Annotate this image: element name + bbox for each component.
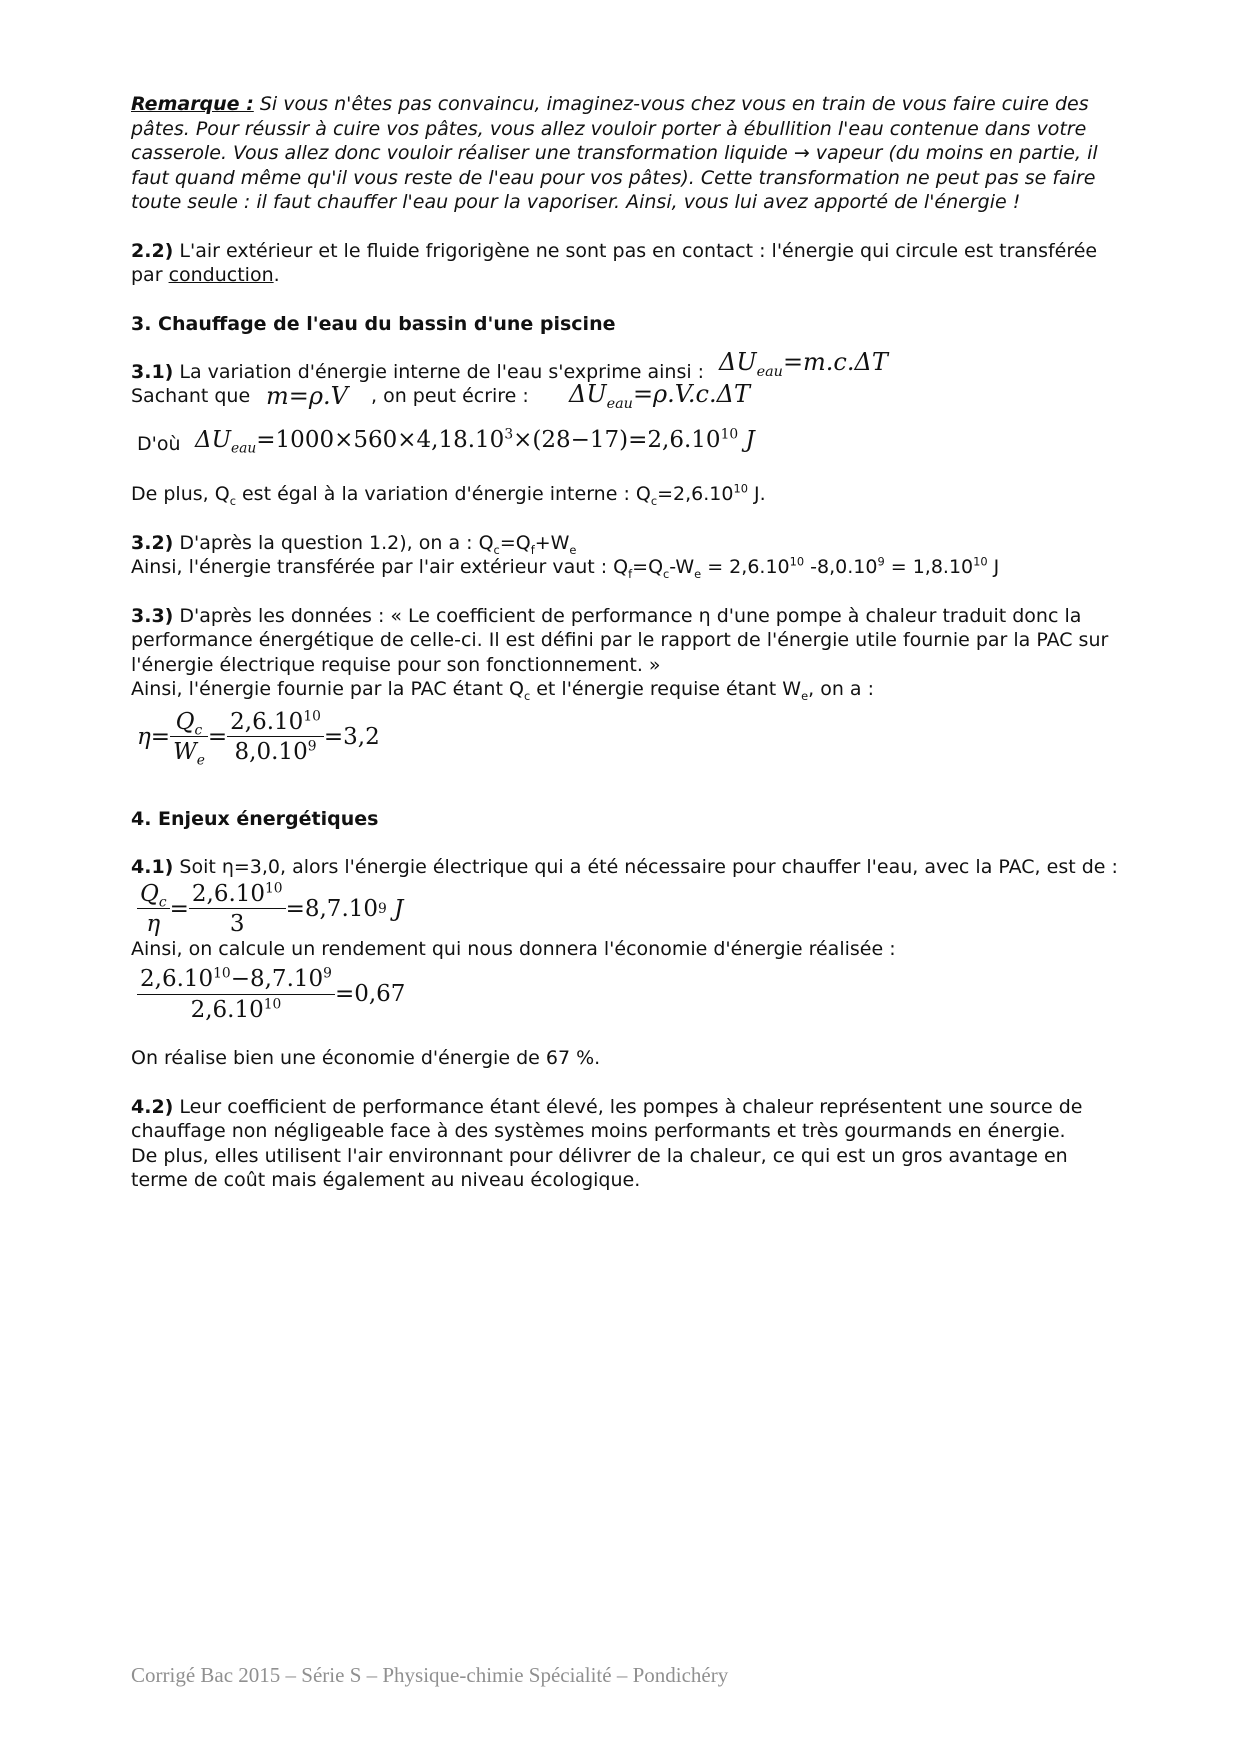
q22-number: 2.2) (131, 239, 174, 262)
remark-paragraph (131, 92, 1121, 215)
savings-conclusion: On réalise bien une économie d'énergie de 67 %. (131, 1047, 601, 1069)
q32-block: 3.2) D'après la question 1.2), on a : $Q_c=Q_f+W_e$ Ainsi, l'énergie transférée par l'air extérieur vaut : $Q_f=Q_c-W_e = 2,6.10^{10}$ $-8,0.10^9 = 1,8.10^{10}$ J (131, 531, 1000, 581)
remark-text: Si vous n'êtes pas convaincu, imaginez-vous chez vous en train de vous faire cuire des pâtes. Pour réussir à cuire vos pâtes, vous allez vouloir porter à ébullition l'eau contenue dans votre casserole. Vous allez donc vouloir réaliser une transformation liquide → vapeur (du moins en partie, il faut quand même qu'il vous reste de l'eau pour vos pâtes). Cette transformation ne peut pas se faire toute seule : il faut chauffer l'eau pour la vaporiser. Ainsi, vous lui avez apporté de l'énergie ! (131, 93, 1098, 213)
section3-title: 3. Chauffage de l'eau du bassin d'une piscine (131, 312, 616, 335)
document-body (131, 92, 1121, 1193)
q41-block: 4.1) Soit η=3,0, alors l'énergie électrique qui a été nécessaire pour chauffer l'eau, avec la PAC, est de : $\frac{Q_c}{\eta}$ = $\frac{2,6.10^{10}}{3}$ =8,7.10 9 J Ainsi, on calcule un rendement qui nous donnera l'économie d'énergie réalisée : $\frac{2,6.10^{10}-8,7.10^9}{2,6.10^{10}}$ =0,67 On réalise bien une économie d'énergie de 67 %. (131, 855, 1121, 1071)
eq-electric-energy: $\frac{Q_c}{\eta}$ = $\frac{2,6.10^{10}}{3}$ =8,7.10 9 J (137, 882, 1121, 937)
conduction-term: conduction (168, 264, 274, 286)
eq-performance-coefficient: η= $\frac{Q_c}{W_e}$ = $\frac{2,6.10^{10}}{8,0.10^9}$ =3,2 (137, 707, 380, 769)
q33-block: 3.3) D'après les données : « Le coefficient de performance η d'une pompe à chaleur traduit donc la performance énergétique de celle-ci. Il est défini par le rapport de l'énergie utile fournie par la PAC sur l'énergie électrique requise pour son fonctionnement. » Ainsi, l'énergie fournie par la PAC étant $Q_c$ et l'énergie requise étant $W_e$, on a : η= $\frac{Q_c}{W_e}$ = $\frac{2,6.10^{10}}{8,0.10^9}$ =3,2 (131, 604, 1121, 765)
eq-efficiency: $\frac{2,6.10^{10}-8,7.10^9}{2,6.10^{10}}$ =0,67 (137, 967, 1121, 1022)
remark-label: Remarque : (131, 93, 254, 115)
q31-number: 3.1) (131, 361, 174, 383)
q42-block: 4.2) Leur coefficient de performance étant élevé, les pompes à chaleur représentent une source de chauffage non négligeable face à des systèmes moins performants et très gourmands en énergie. De plus, elles utilisent l'air environnant pour délivrer de la chaleur, ce qui est un gros avantage en terme de coût mais également au niveau écologique. (131, 1095, 1083, 1191)
q41-number: 4.1) (131, 856, 174, 878)
q42-number: 4.2) (131, 1095, 174, 1118)
page-footer: Corrigé Bac 2015 – Série S – Physique-chimie Spécialité – Pondichéry (131, 1663, 729, 1687)
q31-conclusion: De plus, $Q_c$ est égal à la variation d'énergie interne : $Q_c=2,6.10^{10}$ J. (131, 481, 766, 508)
q33-number: 3.3) (131, 604, 174, 627)
eq-internal-energy-rho: $\Delta U_{eau}=\rho.V.c.\Delta T$ (569, 380, 750, 412)
q31-block: 3.1) La variation d'énergie interne de l'eau s'exprime ainsi : $\Delta U_{eau}=m.c.\Delta T$ Sachant que m=ρ.V , on peut écrire : $\Delta U_{eau}=\rho.V.c.\Delta T$ D'où $\Delta U_{eau}=1000\times 560\times 4,18.10^3\times(28-17)=2,6.10^{10}$ J De plus, $Q_c$ est égal à la variation d'énergie interne : $Q_c=2,6.10^{10}$ J. (131, 360, 1121, 507)
q32-number: 3.2) (131, 531, 174, 554)
eq-internal-energy-value: $\Delta U_{eau}=1000\times 560\times 4,18.10^3\times(28-17)=2,6.10^{10}$ J (195, 426, 755, 457)
q22-paragraph: 2.2) L'air extérieur et le fluide frigorigène ne sont pas en contact : l'énergie qui circule est transférée par conduction. (131, 239, 1098, 286)
eq-mass: m=ρ.V (266, 382, 348, 410)
section4-title: 4. Enjeux énergétiques (131, 807, 379, 830)
eq-internal-energy: $\Delta U_{eau}=m.c.\Delta T$ (719, 348, 888, 380)
